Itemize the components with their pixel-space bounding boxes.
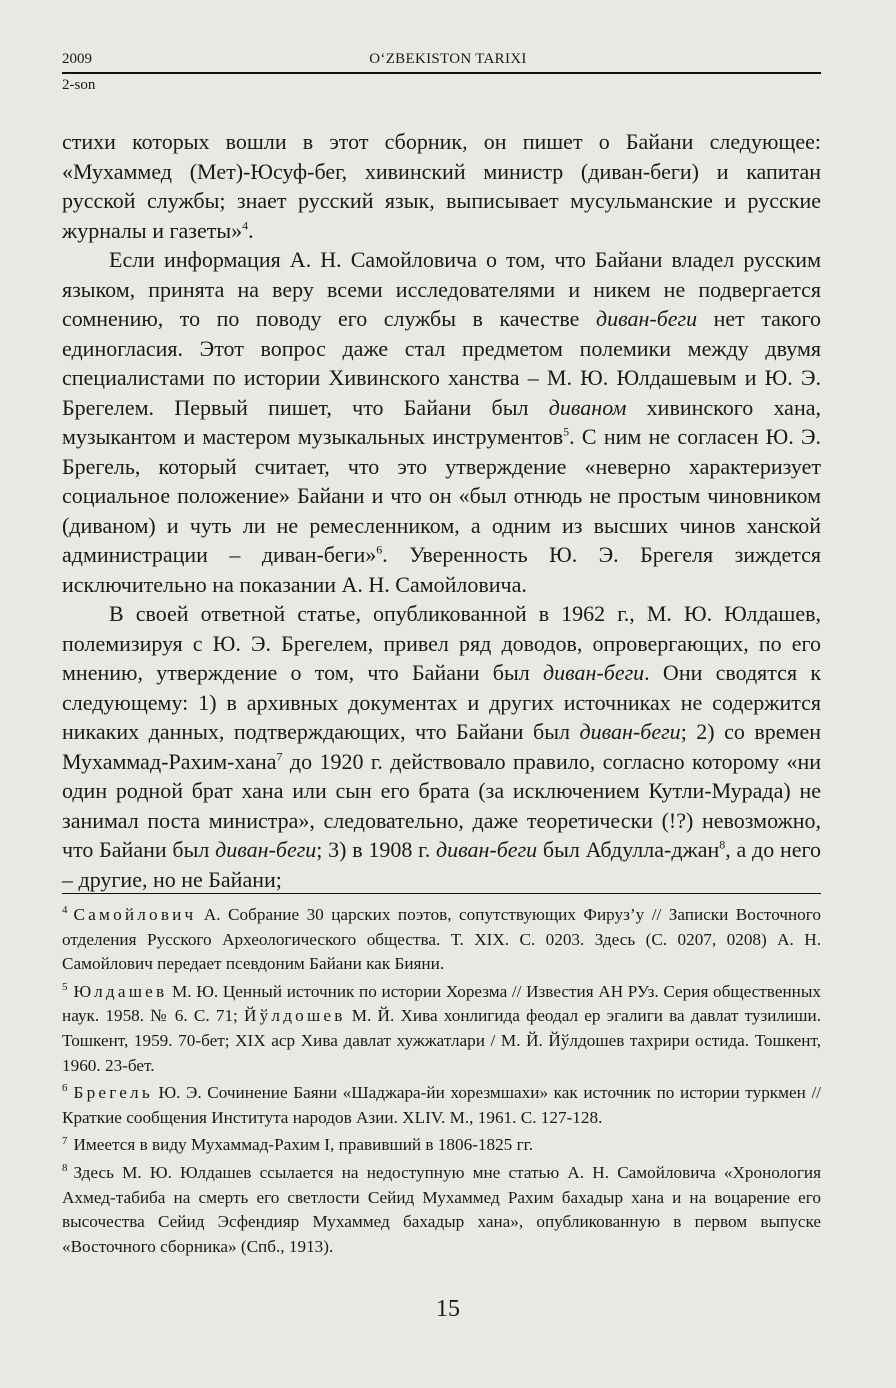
text-run: Если информация А. Н. Самойловича о том, что Байани владел русским языком, принята на веру всеми исследователями и никем не подвергается сомнению, то по поводу его службы в качестве — [62, 247, 821, 331]
footnote — [62, 980, 821, 1078]
journal-title: O‘ZBEKISTON TARIXI — [369, 51, 527, 67]
footnote-ref: 4 — [242, 218, 249, 233]
footnote-ref: 5 — [563, 424, 570, 439]
text-run: до 1920 г. действовало правило, согласно которому «ни один родной брат хана или сын его брата (за исключением Кутли-Мурада) не занимал поста министра», следовательно, даже теоретически (!?) невозможно, что Байани был — [62, 748, 821, 862]
italic-term: диван-беги — [215, 837, 317, 862]
header-issue: 2-son — [62, 77, 96, 93]
paragraph — [62, 245, 821, 599]
text-run: . С ним не согласен Ю. Э. Брегель, который считает, что это утверждение «неверно характеризует социальное положение» Байани и что он «был отнюдь не простым чиновником (диваном) и чуть ли не ремесленником, а одним из высших чинов ханской администрации – диван-беги» — [62, 424, 821, 567]
text-run: стихи которых вошли в этот сборник, он пишет о Байани следующее: «Мухаммед (Мет)-Юсуф-бег, хивинский министр (диван-беги) и капитан русской службы; знает русский язык, выписывает мусульманские и русские журналы и газеты» — [62, 129, 821, 243]
text-run: был Абдулла-джан — [537, 837, 720, 862]
header-year: 2009 — [62, 51, 92, 67]
text-run: Имеется в виду Мухаммад-Рахим I, правивший в 1806-1825 гг. — [73, 1135, 534, 1155]
text-run: . Уверенность Ю. Э. Брегеля зиждется исключительно на показании А. Н. Самойловича. — [62, 542, 821, 597]
text-run: Ю. Э. Сочинение Баяни «Шаджара-йи хорезмшахи» как источник по истории туркмен // Краткие сообщения Института народов Азии. XLIV. М., 1961. С. 127-128. — [62, 1083, 821, 1127]
italic-term: диван-беги — [435, 837, 538, 862]
author-name: Юлдашев — [73, 981, 168, 1001]
footnote-number: 7 — [62, 1134, 68, 1147]
text-run: Здесь М. Ю. Юлдашев ссылается на недоступную мне статью А. Н. Самойловича «Хронология Ахмед-табиба на смерть его светлости Сейид Мухаммед Рахим бахадыр хана и на воцарение его высочества Сейид Эсфендияр Мухаммед бахадыр хана», опубликованную в первом выпуске «Восточного сборника» (Спб., 1913). — [62, 1162, 821, 1256]
footnotes — [62, 903, 821, 1262]
author-name: Йўлдошев — [244, 1006, 346, 1026]
footnote-number: 6 — [62, 1082, 68, 1095]
italic-term: диван-беги — [542, 660, 645, 685]
paragraph — [62, 127, 821, 245]
text-run: М. Й. Хива хонлигида феодал ер эгалиги ва давлат тузилиши. Тошкент, 1959. 70-бет; XIX аср Хива давлат хужжатлари / М. Й. Йўлдошев тахрири остида. Тошкент, 1960. 23-бет. — [62, 1006, 821, 1075]
paragraph — [62, 599, 821, 894]
text-run: В своей ответной статье, опубликованной в 1962 г., М. Ю. Юлдашев, полемизируя с Ю. Э. Брегелем, привел ряд доводов, опровергающих, по его мнению, утверждение о том, что Байани был — [62, 601, 821, 685]
author-name: Самойлович — [73, 905, 197, 924]
footnote-ref: 8 — [719, 837, 726, 852]
text-run: нет такого единогласия. Этот вопрос даже стал предметом полемики между двумя специалистами по истории Хивинского ханства – М. Ю. Юлдашевым и Ю. Э. Брегелем. Первый пишет, что Байани был — [62, 306, 821, 420]
page-number: 15 — [436, 1296, 460, 1322]
header-rule — [62, 72, 821, 74]
footnote — [62, 1081, 821, 1130]
footnote-ref: 6 — [376, 542, 383, 557]
text-run: . Они сводятся к следующему: 1) в архивных документах и других источниках не содержится никаких данных, подтверждающих, что Байани был — [62, 660, 822, 744]
body-text — [62, 127, 821, 894]
text-run: ; 3) в 1908 г. — [316, 837, 436, 862]
italic-term: диван-беги — [595, 306, 698, 331]
italic-term: диван-беги — [579, 719, 681, 744]
author-name: Брегель — [73, 1083, 153, 1103]
footnote-number: 8 — [62, 1162, 68, 1175]
footnote — [62, 1133, 821, 1158]
footnote-number: 4 — [62, 904, 68, 917]
footnote-ref: 7 — [276, 749, 283, 764]
footnote — [62, 903, 821, 977]
text-run: ; 2) со времен Мухаммад-Рахим-хана — [62, 719, 821, 774]
text-run: А. Собрание 30 царских поэтов, сопутствующих Фируз’у // Записки Восточного отделения Русского Археологического общества. Т. XIX. С. 0203. Здесь (С. 0207, 0208) А. Н. Самойлович передает псевдоним Байани как Бияни. — [62, 905, 821, 974]
text-run: , а до него – другие, но не Байани; — [62, 837, 821, 892]
footnote — [62, 1161, 821, 1259]
footnote-number: 5 — [62, 981, 68, 994]
italic-term: диваном — [548, 394, 627, 420]
text-run: хивинского хана, музыкантом и мастером музыкальных инструментов — [62, 394, 821, 449]
text-run: . — [248, 217, 254, 243]
text-run: М. Ю. Ценный источник по истории Хорезма // Известия АН РУз. Серия общественных наук. 1958. № 6. С. 71; — [62, 981, 821, 1026]
footnote-rule — [62, 893, 821, 894]
